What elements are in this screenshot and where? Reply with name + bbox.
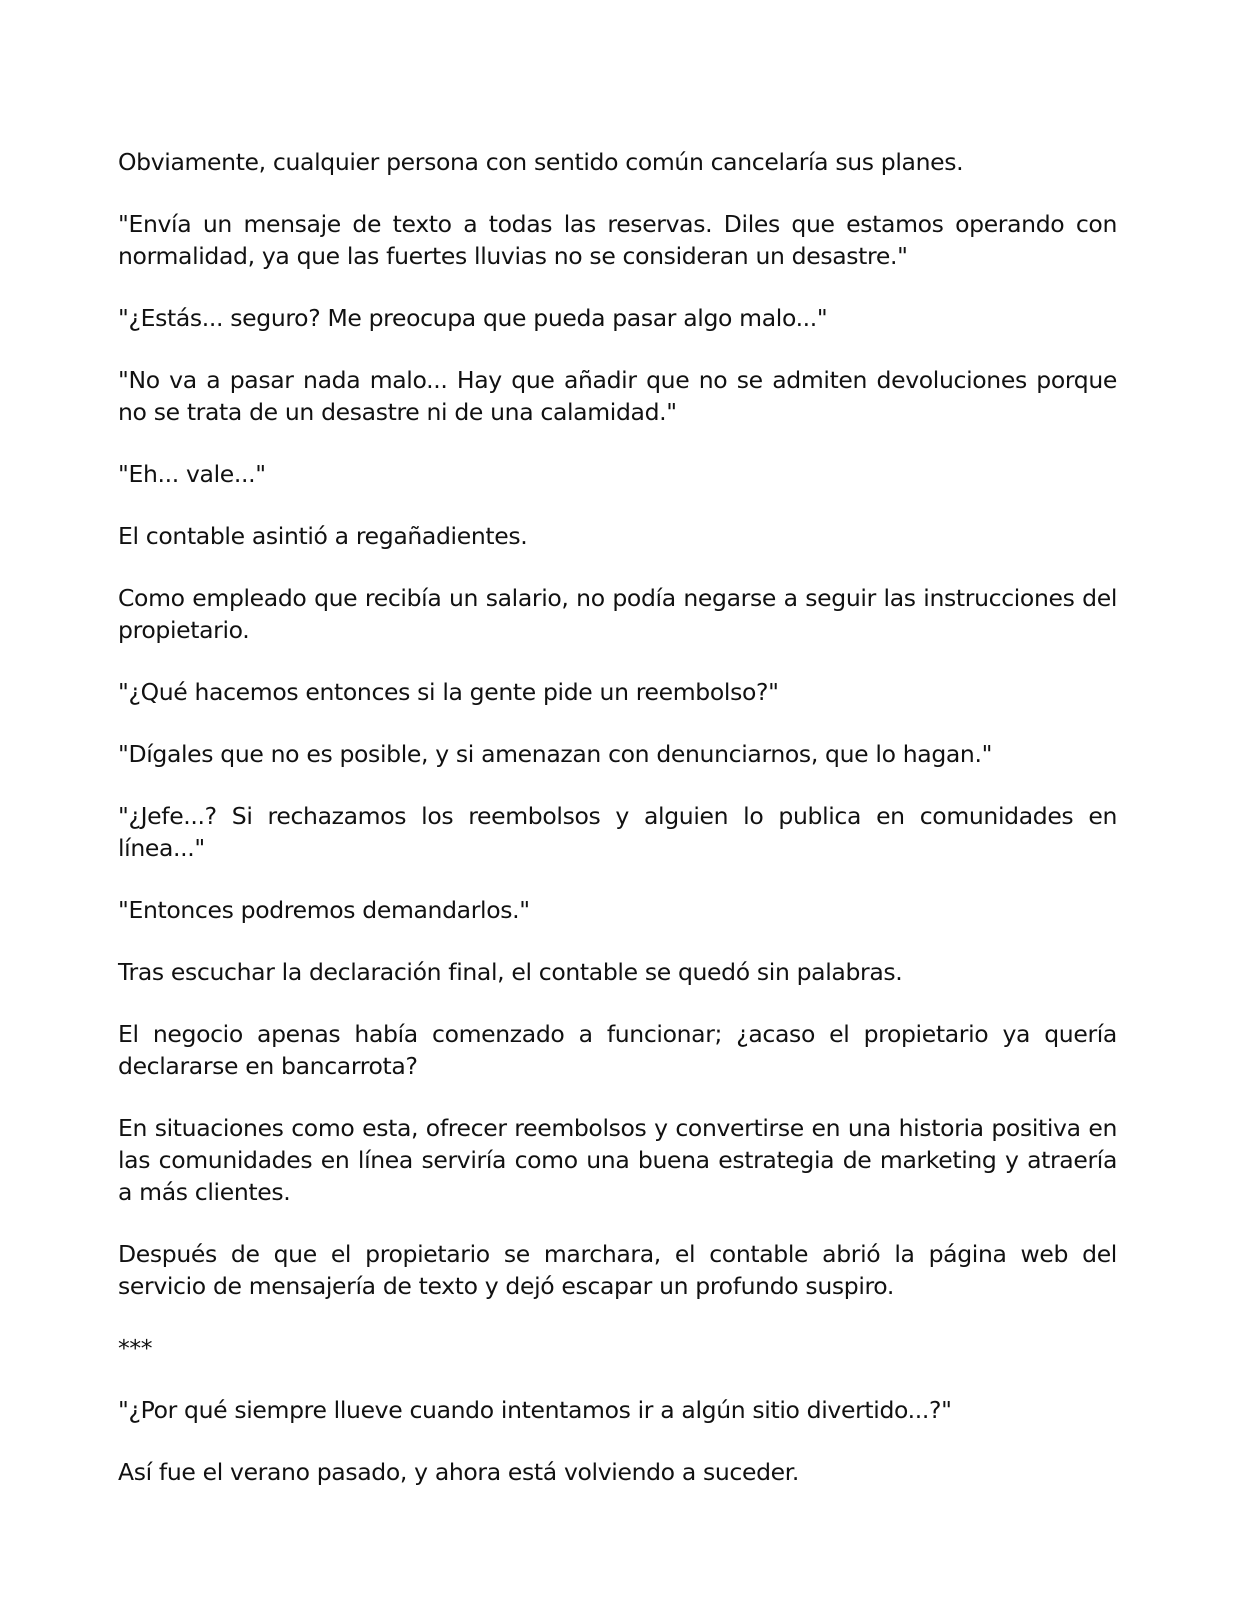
paragraph: El contable asintió a regañadientes. <box>118 522 528 550</box>
paragraph: "No va a pasar nada malo... Hay que añadir que no se admiten devoluciones porque no se trata de un desastre ni de una calamidad." <box>118 366 1117 426</box>
paragraph: El negocio apenas había comenzado a funcionar; ¿acaso el propietario ya quería declararse en bancarrota? <box>118 1020 1117 1080</box>
document-body <box>118 146 1117 1518</box>
paragraph: "Eh... vale..." <box>118 460 266 488</box>
paragraph: Obviamente, cualquier persona con sentido común cancelaría sus planes. <box>118 148 964 176</box>
paragraph: "¿Estás... seguro? Me preocupa que pueda pasar algo malo..." <box>118 304 828 332</box>
paragraph: "¿Jefe...? Si rechazamos los reembolsos y alguien lo publica en comunidades en línea..." <box>118 802 1117 862</box>
paragraph: Como empleado que recibía un salario, no podía negarse a seguir las instrucciones del propietario. <box>118 584 1117 644</box>
paragraph: Después de que el propietario se marchara, el contable abrió la página web del servicio de mensajería de texto y dejó escapar un profundo suspiro. <box>118 1240 1117 1300</box>
paragraph: Tras escuchar la declaración final, el contable se quedó sin palabras. <box>118 958 903 986</box>
paragraph: "Entonces podremos demandarlos." <box>118 896 530 924</box>
paragraph: En situaciones como esta, ofrecer reembolsos y convertirse en una historia positiva en las comunidades en línea serviría como una buena estrategia de marketing y atraería a más clientes. <box>118 1114 1117 1206</box>
paragraph: "Envía un mensaje de texto a todas las reservas. Diles que estamos operando con normalidad, ya que las fuertes lluvias no se consideran un desastre." <box>118 210 1117 270</box>
paragraph: Así fue el verano pasado, y ahora está volviendo a suceder. <box>118 1458 800 1486</box>
paragraph: "¿Qué hacemos entonces si la gente pide un reembolso?" <box>118 678 779 706</box>
paragraph: "¿Por qué siempre llueve cuando intentamos ir a algún sitio divertido...?" <box>118 1396 952 1424</box>
paragraph: "Dígales que no es posible, y si amenazan con denunciarnos, que lo hagan." <box>118 740 993 768</box>
scene-break: *** <box>118 1334 153 1362</box>
